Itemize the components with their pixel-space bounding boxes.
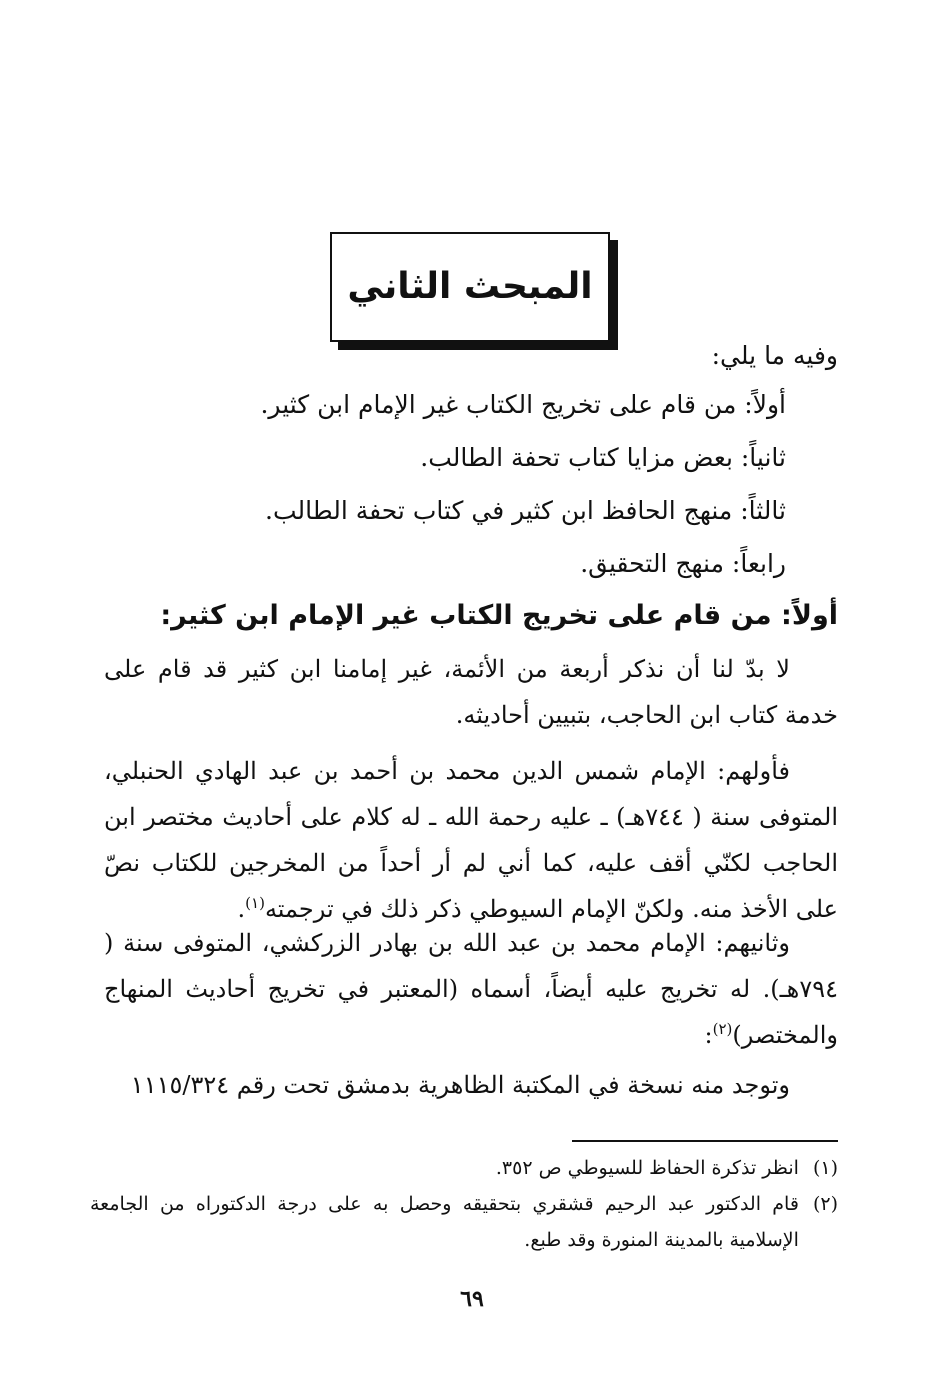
footnote-item [90, 1186, 838, 1258]
section-title-box [330, 232, 610, 342]
list-item: أولاً: من قام على تخريج الكتاب غير الإمام ابن كثير. [260, 390, 786, 419]
section-title: المبحث الثاني [347, 266, 593, 307]
paragraph-2 [104, 748, 838, 932]
list-item: رابعاً: منهج التحقيق. [580, 549, 786, 578]
paragraph-2-end: . [237, 895, 246, 923]
footnote-ref-1: (١) [245, 894, 265, 912]
footnote-ref-2: (٢) [712, 1020, 733, 1038]
footnote-item [90, 1150, 838, 1186]
footnote-text: انظر تذكرة الحفاظ للسيوطي ص ٣٥٢. [495, 1157, 799, 1179]
footnote-divider [572, 1140, 838, 1142]
list-item: ثانياً: بعض مزايا كتاب تحفة الطالب. [420, 443, 786, 472]
section-heading: أولاً: من قام على تخريج الكتاب غير الإمام ابن كثير: [160, 600, 838, 631]
footnotes [90, 1150, 838, 1258]
intro-text: وفيه ما يلي: [711, 341, 838, 370]
paragraph-4: وتوجد منه نسخة في المكتبة الظاهرية بدمشق تحت رقم ١١١٥/٣٢٤ [130, 1071, 790, 1099]
paragraph-3-text: وثانيهم: الإمام محمد بن عبد الله بن بهادر الزركشي، المتوفى سنة ( ٧٩٤هـ). له تخريج عليه أيضاً، أسماه (المعتبر في تخريج أحاديث المنهاج والمختصر) [104, 929, 838, 1049]
paragraph-2-text: فأولهم: الإمام شمس الدين محمد بن أحمد بن عبد الهادي الحنبلي، المتوفى سنة ( ٧٤٤هـ) ـ عليه رحمة الله ـ له كلام على أحاديث مختصر ابن الحاجب لكنّي أقف عليه، كما أني لم أر أحداً من المخرجين للكتاب نصّ على الأخذ منه. ولكنّ الإمام السيوطي ذكر ذلك في ترجمته [104, 757, 838, 923]
list-item: ثالثاً: منهج الحافظ ابن كثير في كتاب تحفة الطالب. [265, 496, 786, 525]
contents-list [260, 378, 786, 590]
footnote-number: (١) [812, 1157, 838, 1179]
paragraph-3 [104, 920, 838, 1058]
page-number: ٦٩ [460, 1286, 484, 1312]
footnote-text: قام الدكتور عبد الرحيم قشقري بتحقيقه وحصل به على درجة الدكتوراه من الجامعة الإسلامية بالمدينة المنورة وقد طبع. [90, 1193, 799, 1251]
paragraph-1: لا بدّ لنا أن نذكر أربعة من الأئمة، غير إمامنا ابن كثير قد قام على خدمة كتاب ابن الحاجب، بتبيين أحاديثه. [104, 655, 838, 729]
paragraph-3-end: : [704, 1021, 713, 1049]
footnote-number: (٢) [812, 1193, 838, 1215]
